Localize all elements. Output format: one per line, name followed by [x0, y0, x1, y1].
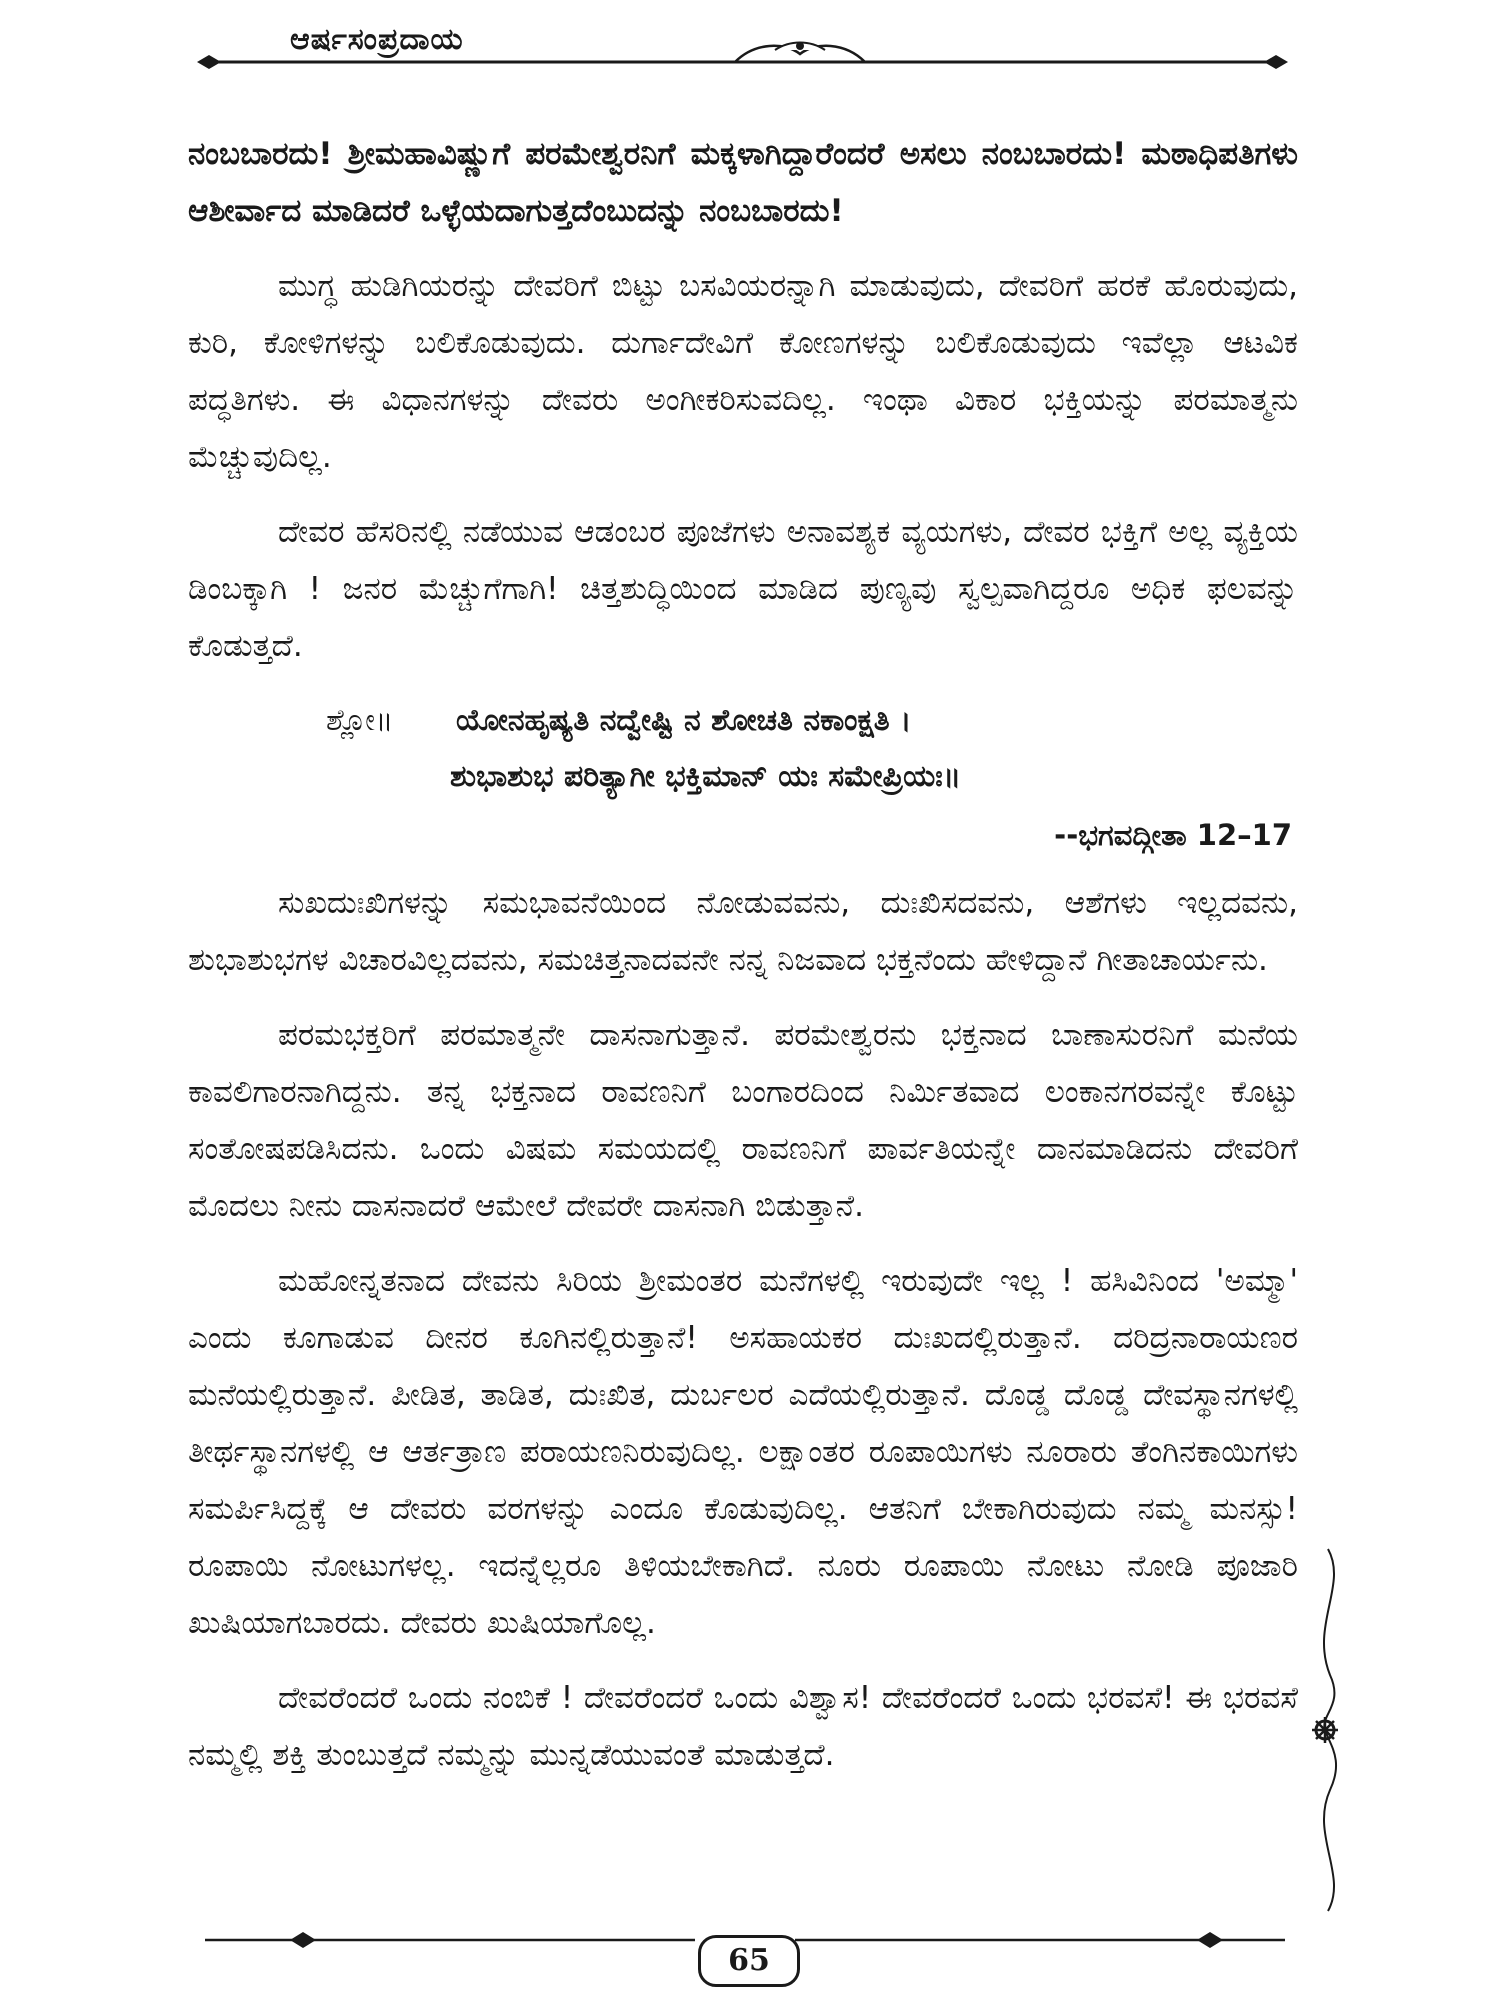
- paragraph-3: ದೇವರ ಹೆಸರಿನಲ್ಲಿ ನಡೆಯುವ ಆಡಂಬರ ಪೂಜೆಗಳು ಅನಾವಶ್ಯಕ ವ್ಯಯಗಳು, ದೇವರ ಭಕ್ತಿಗೆ ಅಲ್ಲ ವ್ಯಕ್ತಿಯ ಡಿಂಬಕ್ಕಾಗಿ ! ಜನರ ಮೆಚ್ಚುಗೆಗಾಗಿ! ಚಿತ್ತಶುದ್ಧಿಯಿಂದ ಮಾಡಿದ ಪುಣ್ಯವು ಸ್ವಲ್ಪವಾಗಿದ್ದರೂ ಅಧಿಕ ಫಲವನ್ನು ಕೊಡುತ್ತದೆ.: [188, 514, 1298, 664]
- paragraph-4: ಸುಖದುಃಖಿಗಳನ್ನು ಸಮಭಾವನೆಯಿಂದ ನೋಡುವವನು, ದುಃಖಿಸದವನು, ಆಶೆಗಳು ಇಲ್ಲದವನು, ಶುಭಾಶುಭಗಳ ವಿಚಾರವಿಲ್ಲದವನು, ಸಮಚಿತ್ತನಾದವನೇ ನನ್ನ ನಿಜವಾದ ಭಕ್ತನೆಂದು ಹೇಳಿದ್ದಾನೆ ಗೀತಾಚಾರ್ಯನು.: [188, 885, 1298, 978]
- page-body: [188, 126, 1298, 1802]
- verse-line-1: [188, 693, 1298, 749]
- paragraph-5: ಪರಮಭಕ್ತರಿಗೆ ಪರಮಾತ್ಮನೇ ದಾಸನಾಗುತ್ತಾನೆ. ಪರಮೇಶ್ವರನು ಭಕ್ತನಾದ ಬಾಣಾಸುರನಿಗೆ ಮನೆಯ ಕಾವಲಿಗಾರನಾಗಿದ್ದನು. ತನ್ನ ಭಕ್ತನಾದ ರಾವಣನಿಗೆ ಬಂಗಾರದಿಂದ ನಿರ್ಮಿತವಾದ ಲಂಕಾನಗರವನ್ನೇ ಕೊಟ್ಟು ಸಂತೋಷಪಡಿಸಿದನು. ಒಂದು ವಿಷಮ ಸಮಯದಲ್ಲಿ ರಾವಣನಿಗೆ ಪಾರ್ವತಿಯನ್ನೇ ದಾನಮಾಡಿದನು ದೇವರಿಗೆ ಮೊದಲು ನೀನು ದಾಸನಾದರೆ ಆಮೇಲೆ ದೇವರೇ ದಾಸನಾಗಿ ಬಿಡುತ್ತಾನೆ.: [188, 1017, 1298, 1224]
- paragraph-7: ದೇವರೆಂದರೆ ಒಂದು ನಂಬಿಕೆ ! ದೇವರೆಂದರೆ ಒಂದು ವಿಶ್ವಾಸ! ದೇವರೆಂದರೆ ಒಂದು ಭರವಸೆ! ಈ ಭರವಸೆ ನಮ್ಮಲ್ಲಿ ಶಕ್ತಿ ತುಂಬುತ್ತದೆ ನಮ್ಮನ್ನು ಮುನ್ನಡೆಯುವಂತೆ ಮಾಡುತ್ತದೆ.: [188, 1680, 1298, 1773]
- paragraph-6: ಮಹೋನ್ನತನಾದ ದೇವನು ಸಿರಿಯ ಶ್ರೀಮಂತರ ಮನೆಗಳಲ್ಲಿ ಇರುವುದೇ ಇಲ್ಲ ! ಹಸಿವಿನಿಂದ 'ಅಮ್ಮಾ' ಎಂದು ಕೂಗಾಡುವ ದೀನರ ಕೂಗಿನಲ್ಲಿರುತ್ತಾನೆ! ಅಸಹಾಯಕರ ದುಃಖದಲ್ಲಿರುತ್ತಾನೆ. ದರಿದ್ರನಾರಾಯಣರ ಮನೆಯಲ್ಲಿರುತ್ತಾನೆ. ಪೀಡಿತ, ತಾಡಿತ, ದುಃಖಿತ, ದುರ್ಬಲರ ಎದೆಯಲ್ಲಿರುತ್ತಾನೆ. ದೊಡ್ಡ ದೊಡ್ಡ ದೇವಸ್ಥಾನಗಳಲ್ಲಿ ತೀರ್ಥಸ್ಥಾನಗಳಲ್ಲಿ ಆ ಆರ್ತತ್ರಾಣ ಪರಾಯಣನಿರುವುದಿಲ್ಲ. ಲಕ್ಷಾಂತರ ರೂಪಾಯಿಗಳು ನೂರಾರು ತೆಂಗಿನಕಾಯಿಗಳು ಸಮರ್ಪಿಸಿದ್ದಕ್ಕೆ ಆ ದೇವರು ವರಗಳನ್ನು ಎಂದೂ ಕೊಡುವುದಿಲ್ಲ. ಆತನಿಗೆ ಬೇಕಾಗಿರುವುದು ನಮ್ಮ ಮನಸ್ಸು! ರೂಪಾಯಿ ನೋಟುಗಳಲ್ಲ. ಇದನ್ನೆಲ್ಲರೂ ತಿಳಿಯಬೇಕಾಗಿದೆ. ನೂರು ರೂಪಾಯಿ ನೋಟು ನೋಡಿ ಪೂಜಾರಿ ಖುಷಿಯಾಗಬಾರದು. ದೇವರು ಖುಷಿಯಾಗೊಲ್ಲ.: [188, 1263, 1298, 1641]
- paragraph-1: ನಂಬಬಾರದು! ಶ್ರೀಮಹಾವಿಷ್ಣುಗೆ ಪರಮೇಶ್ವರನಿಗೆ ಮಕ್ಕಳಾಗಿದ್ದಾರೆಂದರೆ ಅಸಲು ನಂಬಬಾರದು! ಮಠಾಧಿಪತಿಗಳು ಆಶೀರ್ವಾದ ಮಾಡಿದರೆ ಒಳ್ಳೆಯದಾಗುತ್ತದೆಂಬುದನ್ನು ನಂಬಬಾರದು!: [188, 136, 1298, 229]
- verse-line-2: ಶುಭಾಶುಭ ಪರಿತ್ಯಾಗೀ ಭಕ್ತಿಮಾನ್ ಯಃ ಸಮೇಪ್ರಿಯಃ॥: [450, 759, 962, 794]
- side-flourish-ornament: [1300, 1545, 1350, 1915]
- verse-label: ಶ್ಲೋ॥: [326, 703, 394, 738]
- running-header-title: ಆರ್ಷಸಂಪ್ರದಾಯ: [290, 22, 464, 57]
- page-number: 65: [698, 1935, 800, 1987]
- verse-line-1-text: ಯೋನಹೃಷ್ಯತಿ ನದ್ವೇಷ್ಟಿ ನ ಶೋಚತಿ ನಕಾಂಕ್ಷತಿ ।: [456, 703, 912, 738]
- verse-source: --ಭಗವದ್ಗೀತಾ 12–17: [1054, 818, 1292, 852]
- header-ornament-rule: [195, 40, 1290, 90]
- paragraph-2: ಮುಗ್ಧ ಹುಡಿಗಿಯರನ್ನು ದೇವರಿಗೆ ಬಿಟ್ಟು ಬಸವಿಯರನ್ನಾಗಿ ಮಾಡುವುದು, ದೇವರಿಗೆ ಹರಕೆ ಹೊರುವುದು, ಕುರಿ, ಕೋಳಿಗಳನ್ನು ಬಲಿಕೊಡುವುದು. ದುರ್ಗಾದೇವಿಗೆ ಕೋಣಗಳನ್ನು ಬಲಿಕೊಡುವುದು ಇವೆಲ್ಲಾ ಆಟವಿಕ ಪದ್ಧತಿಗಳು. ಈ ವಿಧಾನಗಳನ್ನು ದೇವರು ಅಂಗೀಕರಿಸುವದಿಲ್ಲ. ಇಂಥಾ ವಿಕಾರ ಭಕ್ತಿಯನ್ನು ಪರಮಾತ್ಮನು ಮೆಚ್ಚುವುದಿಲ್ಲ.: [188, 268, 1298, 475]
